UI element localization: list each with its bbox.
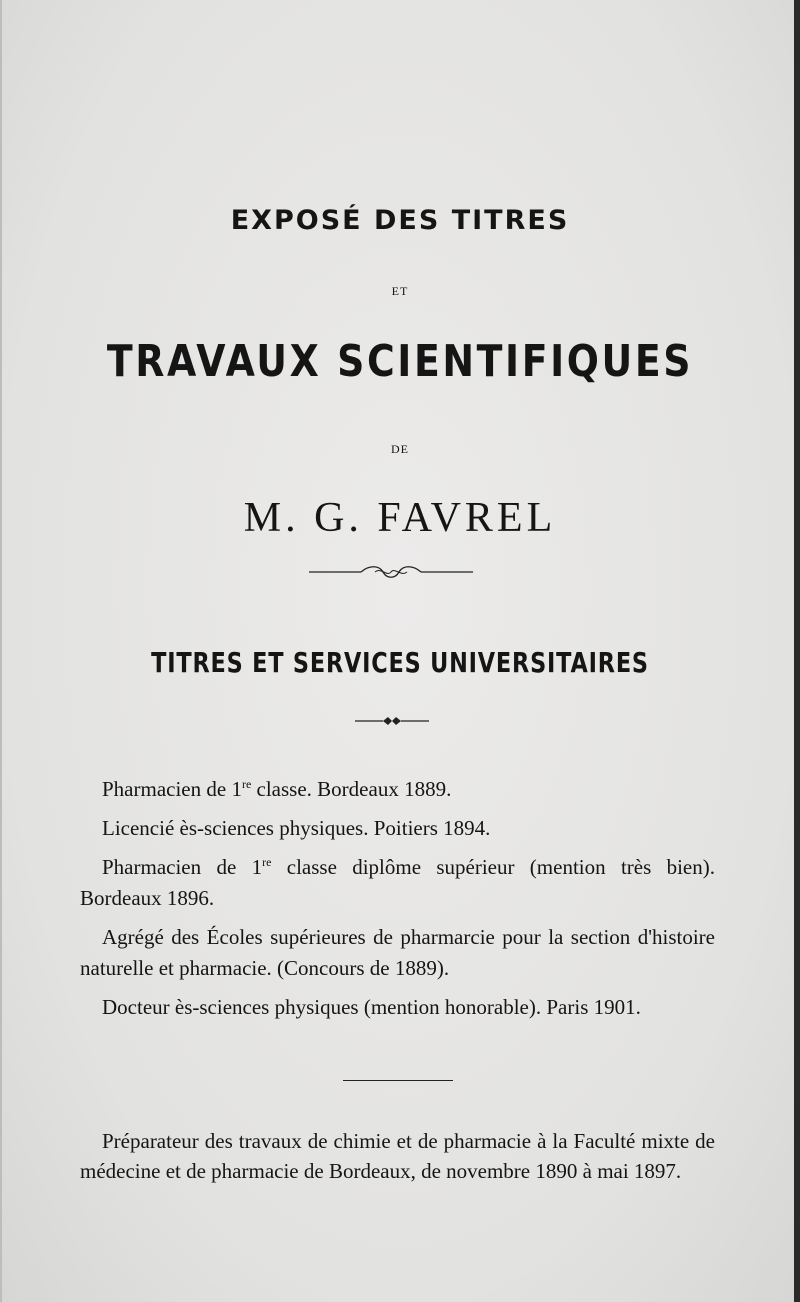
title-line-2: TRAVAUX SCIENTIFIQUES	[106, 336, 694, 387]
item-text: Licencié ès-sciences physiques. Poitiers 1894.	[102, 816, 491, 840]
services-paragraph: Préparateur des travaux de chimie et de pharmacie à la Faculté mixte de médecine et de pharmacie de Bordeaux, de novembre 1890 à mai 1897.	[80, 1129, 715, 1183]
ornament-small	[355, 714, 429, 728]
page-edge-right	[794, 0, 800, 1302]
item-superscript: re	[241, 777, 252, 791]
item-text-end: classe. Bordeaux 1889.	[251, 777, 452, 801]
title-item	[80, 992, 715, 1023]
title-item	[80, 922, 715, 984]
author-name: M. G. FAVREL	[243, 495, 557, 541]
title-item	[80, 813, 715, 844]
page-edge-left	[0, 0, 2, 1302]
item-text: Pharmacien de 1	[102, 777, 242, 801]
horizontal-rule	[343, 1080, 453, 1081]
item-superscript: re	[262, 855, 272, 869]
conjunction-et: ET	[391, 284, 409, 298]
ornament-flourish	[309, 562, 473, 582]
title-line-1: EXPOSÉ DES TITRES	[230, 205, 570, 236]
title-item	[80, 852, 715, 914]
title-item	[80, 774, 715, 805]
section-heading: TITRES ET SERVICES UNIVERSITAIRES	[151, 646, 649, 679]
preposition-de: DE	[391, 442, 409, 456]
item-text: Docteur ès-sciences physiques (mention honorable). Paris 1901.	[102, 995, 641, 1019]
item-text: Agrégé des Écoles supérieures de pharmarcie pour la section d'histoire naturelle et pharmacie. (Concours de 1889).	[80, 925, 715, 980]
item-text: Pharmacien de 1	[102, 855, 263, 879]
item-text-end: classe diplôme supérieur (mention très bien). Bordeaux 1896.	[80, 855, 715, 910]
titles-list	[80, 774, 715, 1031]
